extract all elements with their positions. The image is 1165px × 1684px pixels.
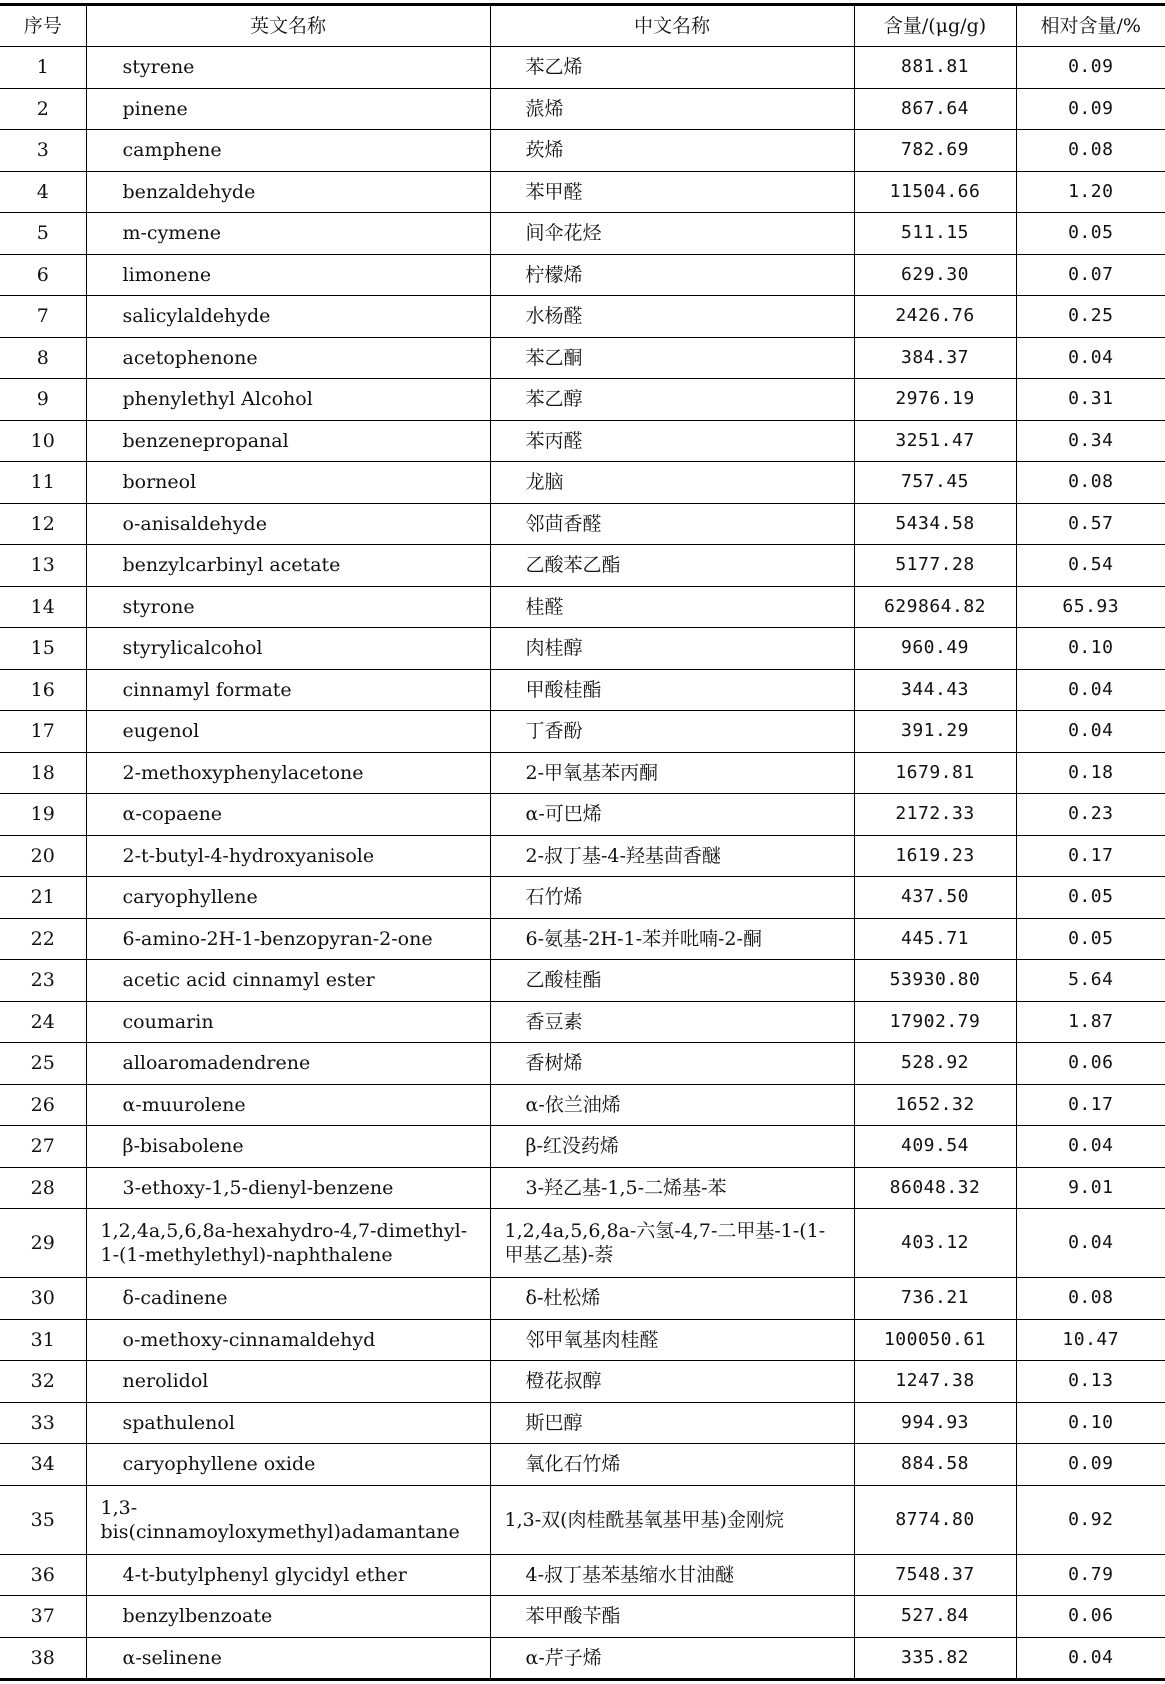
content-cell: 867.64 xyxy=(854,88,1016,130)
content-cell: 335.82 xyxy=(854,1637,1016,1680)
relative-content-cell: 0.18 xyxy=(1016,752,1165,794)
row-index-cell: 25 xyxy=(0,1043,86,1085)
table-row xyxy=(0,877,1165,919)
table-row xyxy=(0,1637,1165,1680)
table-row xyxy=(0,1209,1165,1278)
table-row xyxy=(0,213,1165,255)
content-cell: 2426.76 xyxy=(854,296,1016,338)
relative-content-cell: 0.34 xyxy=(1016,420,1165,462)
table-row xyxy=(0,337,1165,379)
relative-content-cell: 5.64 xyxy=(1016,960,1165,1002)
table-row xyxy=(0,88,1165,130)
row-index-cell: 30 xyxy=(0,1278,86,1320)
relative-content-cell: 0.17 xyxy=(1016,1084,1165,1126)
chinese-name-cell: β-红没药烯 xyxy=(490,1126,854,1168)
header-english-name: 英文名称 xyxy=(86,5,490,47)
english-name-cell: 6-amino-2H-1-benzopyran-2-one xyxy=(86,918,490,960)
english-name-cell: 1,3-bis(cinnamoyloxymethyl)adamantane xyxy=(86,1485,490,1554)
content-cell: 403.12 xyxy=(854,1209,1016,1278)
chinese-name-cell: 苯甲醛 xyxy=(490,171,854,213)
row-index-cell: 33 xyxy=(0,1402,86,1444)
row-index-cell: 10 xyxy=(0,420,86,462)
row-index-cell: 38 xyxy=(0,1637,86,1680)
row-index-cell: 3 xyxy=(0,130,86,172)
content-cell: 757.45 xyxy=(854,462,1016,504)
chinese-name-cell: α-可巴烯 xyxy=(490,794,854,836)
english-name-cell: 2-methoxyphenylacetone xyxy=(86,752,490,794)
english-name-cell: α-muurolene xyxy=(86,1084,490,1126)
row-index-cell: 13 xyxy=(0,545,86,587)
row-index-cell: 5 xyxy=(0,213,86,255)
relative-content-cell: 0.79 xyxy=(1016,1554,1165,1596)
content-cell: 1679.81 xyxy=(854,752,1016,794)
relative-content-cell: 0.25 xyxy=(1016,296,1165,338)
relative-content-cell: 0.54 xyxy=(1016,545,1165,587)
content-cell: 409.54 xyxy=(854,1126,1016,1168)
relative-content-cell: 0.06 xyxy=(1016,1596,1165,1638)
table-row xyxy=(0,503,1165,545)
table-row xyxy=(0,1167,1165,1209)
chinese-name-cell: 苯丙醛 xyxy=(490,420,854,462)
row-index-cell: 24 xyxy=(0,1001,86,1043)
header-row xyxy=(0,5,1165,47)
table-row xyxy=(0,47,1165,89)
chinese-name-cell: 苯甲酸苄酯 xyxy=(490,1596,854,1638)
english-name-cell: cinnamyl formate xyxy=(86,669,490,711)
english-name-cell: pinene xyxy=(86,88,490,130)
table-row xyxy=(0,1001,1165,1043)
relative-content-cell: 0.31 xyxy=(1016,379,1165,421)
table-row xyxy=(0,711,1165,753)
relative-content-cell: 10.47 xyxy=(1016,1319,1165,1361)
table-row xyxy=(0,1554,1165,1596)
row-index-cell: 4 xyxy=(0,171,86,213)
content-cell: 17902.79 xyxy=(854,1001,1016,1043)
chinese-name-cell: 2-叔丁基-4-羟基茴香醚 xyxy=(490,835,854,877)
english-name-cell: benzenepropanal xyxy=(86,420,490,462)
row-index-cell: 11 xyxy=(0,462,86,504)
chinese-name-cell: 石竹烯 xyxy=(490,877,854,919)
content-cell: 3251.47 xyxy=(854,420,1016,462)
table-row xyxy=(0,794,1165,836)
relative-content-cell: 0.09 xyxy=(1016,47,1165,89)
english-name-cell: benzylbenzoate xyxy=(86,1596,490,1638)
content-cell: 960.49 xyxy=(854,628,1016,670)
english-name-cell: α-selinene xyxy=(86,1637,490,1680)
table-row xyxy=(0,1361,1165,1403)
content-cell: 8774.80 xyxy=(854,1485,1016,1554)
english-name-cell: 2-t-butyl-4-hydroxyanisole xyxy=(86,835,490,877)
content-cell: 11504.66 xyxy=(854,171,1016,213)
content-cell: 2976.19 xyxy=(854,379,1016,421)
row-index-cell: 12 xyxy=(0,503,86,545)
content-cell: 736.21 xyxy=(854,1278,1016,1320)
content-cell: 5177.28 xyxy=(854,545,1016,587)
chinese-name-cell: 桂醛 xyxy=(490,586,854,628)
chinese-name-cell: 苯乙烯 xyxy=(490,47,854,89)
content-cell: 391.29 xyxy=(854,711,1016,753)
english-name-cell: benzylcarbinyl acetate xyxy=(86,545,490,587)
content-cell: 2172.33 xyxy=(854,794,1016,836)
chinese-name-cell: 3-羟乙基-1,5-二烯基-苯 xyxy=(490,1167,854,1209)
chinese-name-cell: α-芹子烯 xyxy=(490,1637,854,1680)
chinese-name-cell: 香豆素 xyxy=(490,1001,854,1043)
english-name-cell: acetic acid cinnamyl ester xyxy=(86,960,490,1002)
row-index-cell: 16 xyxy=(0,669,86,711)
row-index-cell: 35 xyxy=(0,1485,86,1554)
content-cell: 344.43 xyxy=(854,669,1016,711)
table-row xyxy=(0,628,1165,670)
relative-content-cell: 0.04 xyxy=(1016,1637,1165,1680)
english-name-cell: spathulenol xyxy=(86,1402,490,1444)
chinese-name-cell: 1,3-双(肉桂酰基氧基甲基)金刚烷 xyxy=(490,1485,854,1554)
relative-content-cell: 0.08 xyxy=(1016,130,1165,172)
table-row xyxy=(0,1084,1165,1126)
table-row xyxy=(0,296,1165,338)
content-cell: 100050.61 xyxy=(854,1319,1016,1361)
content-cell: 994.93 xyxy=(854,1402,1016,1444)
chinese-name-cell: 邻甲氧基肉桂醛 xyxy=(490,1319,854,1361)
content-cell: 629864.82 xyxy=(854,586,1016,628)
relative-content-cell: 0.57 xyxy=(1016,503,1165,545)
english-name-cell: salicylaldehyde xyxy=(86,296,490,338)
relative-content-cell: 0.06 xyxy=(1016,1043,1165,1085)
english-name-cell: δ-cadinene xyxy=(86,1278,490,1320)
content-cell: 7548.37 xyxy=(854,1554,1016,1596)
content-cell: 1619.23 xyxy=(854,835,1016,877)
english-name-cell: acetophenone xyxy=(86,337,490,379)
row-index-cell: 26 xyxy=(0,1084,86,1126)
relative-content-cell: 0.92 xyxy=(1016,1485,1165,1554)
relative-content-cell: 0.05 xyxy=(1016,918,1165,960)
english-name-cell: styrone xyxy=(86,586,490,628)
english-name-cell: limonene xyxy=(86,254,490,296)
content-cell: 881.81 xyxy=(854,47,1016,89)
english-name-cell: borneol xyxy=(86,462,490,504)
relative-content-cell: 0.10 xyxy=(1016,1402,1165,1444)
relative-content-cell: 0.04 xyxy=(1016,337,1165,379)
content-cell: 1247.38 xyxy=(854,1361,1016,1403)
chinese-name-cell: 氧化石竹烯 xyxy=(490,1444,854,1486)
table-row xyxy=(0,462,1165,504)
content-cell: 1652.32 xyxy=(854,1084,1016,1126)
content-cell: 86048.32 xyxy=(854,1167,1016,1209)
table-row xyxy=(0,1043,1165,1085)
relative-content-cell: 0.04 xyxy=(1016,1126,1165,1168)
row-index-cell: 27 xyxy=(0,1126,86,1168)
chinese-name-cell: 龙脑 xyxy=(490,462,854,504)
content-cell: 384.37 xyxy=(854,337,1016,379)
relative-content-cell: 0.04 xyxy=(1016,711,1165,753)
table-header xyxy=(0,5,1165,47)
row-index-cell: 31 xyxy=(0,1319,86,1361)
table-row xyxy=(0,1444,1165,1486)
relative-content-cell: 0.07 xyxy=(1016,254,1165,296)
english-name-cell: 4-t-butylphenyl glycidyl ether xyxy=(86,1554,490,1596)
table-row xyxy=(0,545,1165,587)
table-row xyxy=(0,1402,1165,1444)
relative-content-cell: 0.13 xyxy=(1016,1361,1165,1403)
chinese-name-cell: 1,2,4a,5,6,8a-六氢-4,7-二甲基-1-(1-甲基乙基)-萘 xyxy=(490,1209,854,1278)
english-name-cell: caryophyllene oxide xyxy=(86,1444,490,1486)
chinese-name-cell: 莰烯 xyxy=(490,130,854,172)
table-row xyxy=(0,1126,1165,1168)
chinese-name-cell: 柠檬烯 xyxy=(490,254,854,296)
content-cell: 528.92 xyxy=(854,1043,1016,1085)
relative-content-cell: 0.23 xyxy=(1016,794,1165,836)
english-name-cell: alloaromadendrene xyxy=(86,1043,490,1085)
chinese-name-cell: 4-叔丁基苯基缩水甘油醚 xyxy=(490,1554,854,1596)
row-index-cell: 15 xyxy=(0,628,86,670)
chinese-name-cell: 6-氨基-2H-1-苯并吡喃-2-酮 xyxy=(490,918,854,960)
chinese-name-cell: δ-杜松烯 xyxy=(490,1278,854,1320)
table-row xyxy=(0,1596,1165,1638)
content-cell: 53930.80 xyxy=(854,960,1016,1002)
chinese-name-cell: 肉桂醇 xyxy=(490,628,854,670)
content-cell: 884.58 xyxy=(854,1444,1016,1486)
relative-content-cell: 0.10 xyxy=(1016,628,1165,670)
row-index-cell: 23 xyxy=(0,960,86,1002)
relative-content-cell: 0.08 xyxy=(1016,1278,1165,1320)
table-row xyxy=(0,918,1165,960)
content-cell: 629.30 xyxy=(854,254,1016,296)
english-name-cell: coumarin xyxy=(86,1001,490,1043)
relative-content-cell: 65.93 xyxy=(1016,586,1165,628)
chinese-name-cell: 水杨醛 xyxy=(490,296,854,338)
chinese-name-cell: 乙酸桂酯 xyxy=(490,960,854,1002)
english-name-cell: phenylethyl Alcohol xyxy=(86,379,490,421)
chinese-name-cell: α-依兰油烯 xyxy=(490,1084,854,1126)
chinese-name-cell: 橙花叔醇 xyxy=(490,1361,854,1403)
english-name-cell: eugenol xyxy=(86,711,490,753)
english-name-cell: m-cymene xyxy=(86,213,490,255)
row-index-cell: 37 xyxy=(0,1596,86,1638)
row-index-cell: 19 xyxy=(0,794,86,836)
content-cell: 445.71 xyxy=(854,918,1016,960)
row-index-cell: 21 xyxy=(0,877,86,919)
row-index-cell: 20 xyxy=(0,835,86,877)
relative-content-cell: 9.01 xyxy=(1016,1167,1165,1209)
english-name-cell: benzaldehyde xyxy=(86,171,490,213)
chinese-name-cell: 苯乙醇 xyxy=(490,379,854,421)
row-index-cell: 36 xyxy=(0,1554,86,1596)
relative-content-cell: 0.09 xyxy=(1016,88,1165,130)
row-index-cell: 14 xyxy=(0,586,86,628)
chinese-name-cell: 蒎烯 xyxy=(490,88,854,130)
chinese-name-cell: 丁香酚 xyxy=(490,711,854,753)
english-name-cell: camphene xyxy=(86,130,490,172)
english-name-cell: α-copaene xyxy=(86,794,490,836)
relative-content-cell: 0.09 xyxy=(1016,1444,1165,1486)
chinese-name-cell: 香树烯 xyxy=(490,1043,854,1085)
compound-table xyxy=(0,3,1165,1681)
table-row xyxy=(0,960,1165,1002)
row-index-cell: 28 xyxy=(0,1167,86,1209)
row-index-cell: 9 xyxy=(0,379,86,421)
relative-content-cell: 1.87 xyxy=(1016,1001,1165,1043)
content-cell: 437.50 xyxy=(854,877,1016,919)
relative-content-cell: 0.05 xyxy=(1016,213,1165,255)
content-cell: 511.15 xyxy=(854,213,1016,255)
row-index-cell: 6 xyxy=(0,254,86,296)
english-name-cell: nerolidol xyxy=(86,1361,490,1403)
english-name-cell: o-anisaldehyde xyxy=(86,503,490,545)
table-row xyxy=(0,835,1165,877)
row-index-cell: 34 xyxy=(0,1444,86,1486)
english-name-cell: caryophyllene xyxy=(86,877,490,919)
content-cell: 5434.58 xyxy=(854,503,1016,545)
relative-content-cell: 0.08 xyxy=(1016,462,1165,504)
table-row xyxy=(0,1278,1165,1320)
chinese-name-cell: 间伞花烃 xyxy=(490,213,854,255)
relative-content-cell: 0.17 xyxy=(1016,835,1165,877)
chinese-name-cell: 邻茴香醛 xyxy=(490,503,854,545)
english-name-cell: 1,2,4a,5,6,8a-hexahydro-4,7-dimethyl-1-(1-methylethyl)-naphthalene xyxy=(86,1209,490,1278)
chinese-name-cell: 乙酸苯乙酯 xyxy=(490,545,854,587)
english-name-cell: β-bisabolene xyxy=(86,1126,490,1168)
table-row xyxy=(0,254,1165,296)
relative-content-cell: 0.04 xyxy=(1016,669,1165,711)
table-row xyxy=(0,171,1165,213)
chinese-name-cell: 斯巴醇 xyxy=(490,1402,854,1444)
table-row xyxy=(0,420,1165,462)
english-name-cell: 3-ethoxy-1,5-dienyl-benzene xyxy=(86,1167,490,1209)
table-row xyxy=(0,1485,1165,1554)
row-index-cell: 17 xyxy=(0,711,86,753)
row-index-cell: 22 xyxy=(0,918,86,960)
table-row xyxy=(0,669,1165,711)
header-relative-content: 相对含量/% xyxy=(1016,5,1165,47)
relative-content-cell: 0.05 xyxy=(1016,877,1165,919)
content-cell: 527.84 xyxy=(854,1596,1016,1638)
chinese-name-cell: 2-甲氧基苯丙酮 xyxy=(490,752,854,794)
content-cell: 782.69 xyxy=(854,130,1016,172)
row-index-cell: 32 xyxy=(0,1361,86,1403)
row-index-cell: 29 xyxy=(0,1209,86,1278)
table-row xyxy=(0,586,1165,628)
chinese-name-cell: 甲酸桂酯 xyxy=(490,669,854,711)
table-row xyxy=(0,752,1165,794)
table-row xyxy=(0,379,1165,421)
chinese-name-cell: 苯乙酮 xyxy=(490,337,854,379)
relative-content-cell: 1.20 xyxy=(1016,171,1165,213)
row-index-cell: 1 xyxy=(0,47,86,89)
row-index-cell: 18 xyxy=(0,752,86,794)
row-index-cell: 8 xyxy=(0,337,86,379)
relative-content-cell: 0.04 xyxy=(1016,1209,1165,1278)
header-index: 序号 xyxy=(0,5,86,47)
english-name-cell: styrene xyxy=(86,47,490,89)
row-index-cell: 2 xyxy=(0,88,86,130)
english-name-cell: o-methoxy-cinnamaldehyd xyxy=(86,1319,490,1361)
row-index-cell: 7 xyxy=(0,296,86,338)
header-chinese-name: 中文名称 xyxy=(490,5,854,47)
header-content: 含量/(μg/g) xyxy=(854,5,1016,47)
english-name-cell: styrylicalcohol xyxy=(86,628,490,670)
table-row xyxy=(0,130,1165,172)
table-row xyxy=(0,1319,1165,1361)
table-body xyxy=(0,47,1165,1680)
